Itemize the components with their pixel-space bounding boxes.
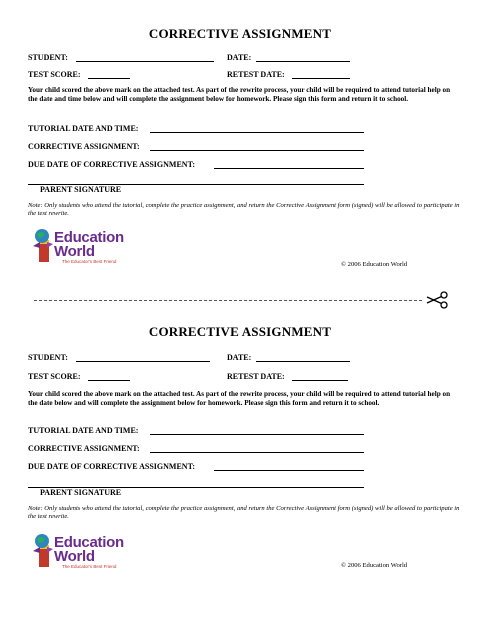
logo-mark-icon <box>30 531 56 571</box>
retest-date-field[interactable] <box>292 380 348 381</box>
date-label: DATE: <box>227 53 252 62</box>
due-date-field[interactable] <box>214 470 364 471</box>
corrective-field[interactable] <box>150 452 364 453</box>
tutorial-label: TUTORIAL DATE AND TIME: <box>28 426 139 435</box>
note-text: Note: Only students who attend the tutorial, complete the practice assignment, and return the Corrective Assignment form (signed) will be allowed to participate in the test rewrite. <box>28 202 460 217</box>
copyright: © 2006 Education World <box>341 261 408 268</box>
instructions-paragraph: Your child scored the above mark on the attached test. As part of the rewrite process, your child will be required to attend tutorial help on the date and time below and will complete the assignment below for homework. Please sign this form and return it to school. <box>28 86 451 103</box>
instructions-paragraph: Your child scored the above mark on the attached test. As part of the rewrite process, your child will be required to attend tutorial help on the date below and will complete the assignment below for homework. Please sign this form and return it to school. <box>28 390 451 407</box>
student-label: STUDENT: <box>28 53 68 62</box>
student-label: STUDENT: <box>28 353 68 362</box>
retest-date-label: RETEST DATE: <box>227 372 285 381</box>
logo-line1: Education <box>54 534 124 551</box>
tutorial-label: TUTORIAL DATE AND TIME: <box>28 124 139 133</box>
student-field[interactable] <box>76 361 210 362</box>
logo-tagline: The Educator's Best Friend <box>62 564 117 569</box>
due-date-label: DUE DATE OF CORRECTIVE ASSIGNMENT: <box>28 160 195 169</box>
education-world-logo <box>30 531 140 571</box>
logo-line1: Education <box>54 229 124 246</box>
logo-line2: World <box>54 548 95 565</box>
corrective-label: CORRECTIVE ASSIGNMENT: <box>28 142 140 151</box>
corrective-label: CORRECTIVE ASSIGNMENT: <box>28 444 140 453</box>
page-title: CORRECTIVE ASSIGNMENT <box>148 324 332 339</box>
parent-signature-label: PARENT SIGNATURE <box>40 185 122 194</box>
page-title: CORRECTIVE ASSIGNMENT <box>148 26 332 41</box>
logo-tagline: The Educator's Best Friend <box>62 259 117 264</box>
logo-line2: World <box>54 243 95 260</box>
tutorial-field[interactable] <box>150 434 364 435</box>
retest-date-label: RETEST DATE: <box>227 70 285 79</box>
test-score-field[interactable] <box>88 380 130 381</box>
parent-signature-label: PARENT SIGNATURE <box>40 488 122 497</box>
test-score-label: TEST SCORE: <box>28 372 81 381</box>
due-date-label: DUE DATE OF CORRECTIVE ASSIGNMENT: <box>28 462 195 471</box>
date-field[interactable] <box>256 361 350 362</box>
date-label: DATE: <box>227 353 252 362</box>
test-score-label: TEST SCORE: <box>28 70 81 79</box>
note-text: Note: Only students who attend the tutorial, complete the practice assignment, and return the Corrective Assignment form (signed) will be allowed to participate in the test rewrite. <box>28 505 460 520</box>
copyright: © 2006 Education World <box>341 562 408 569</box>
